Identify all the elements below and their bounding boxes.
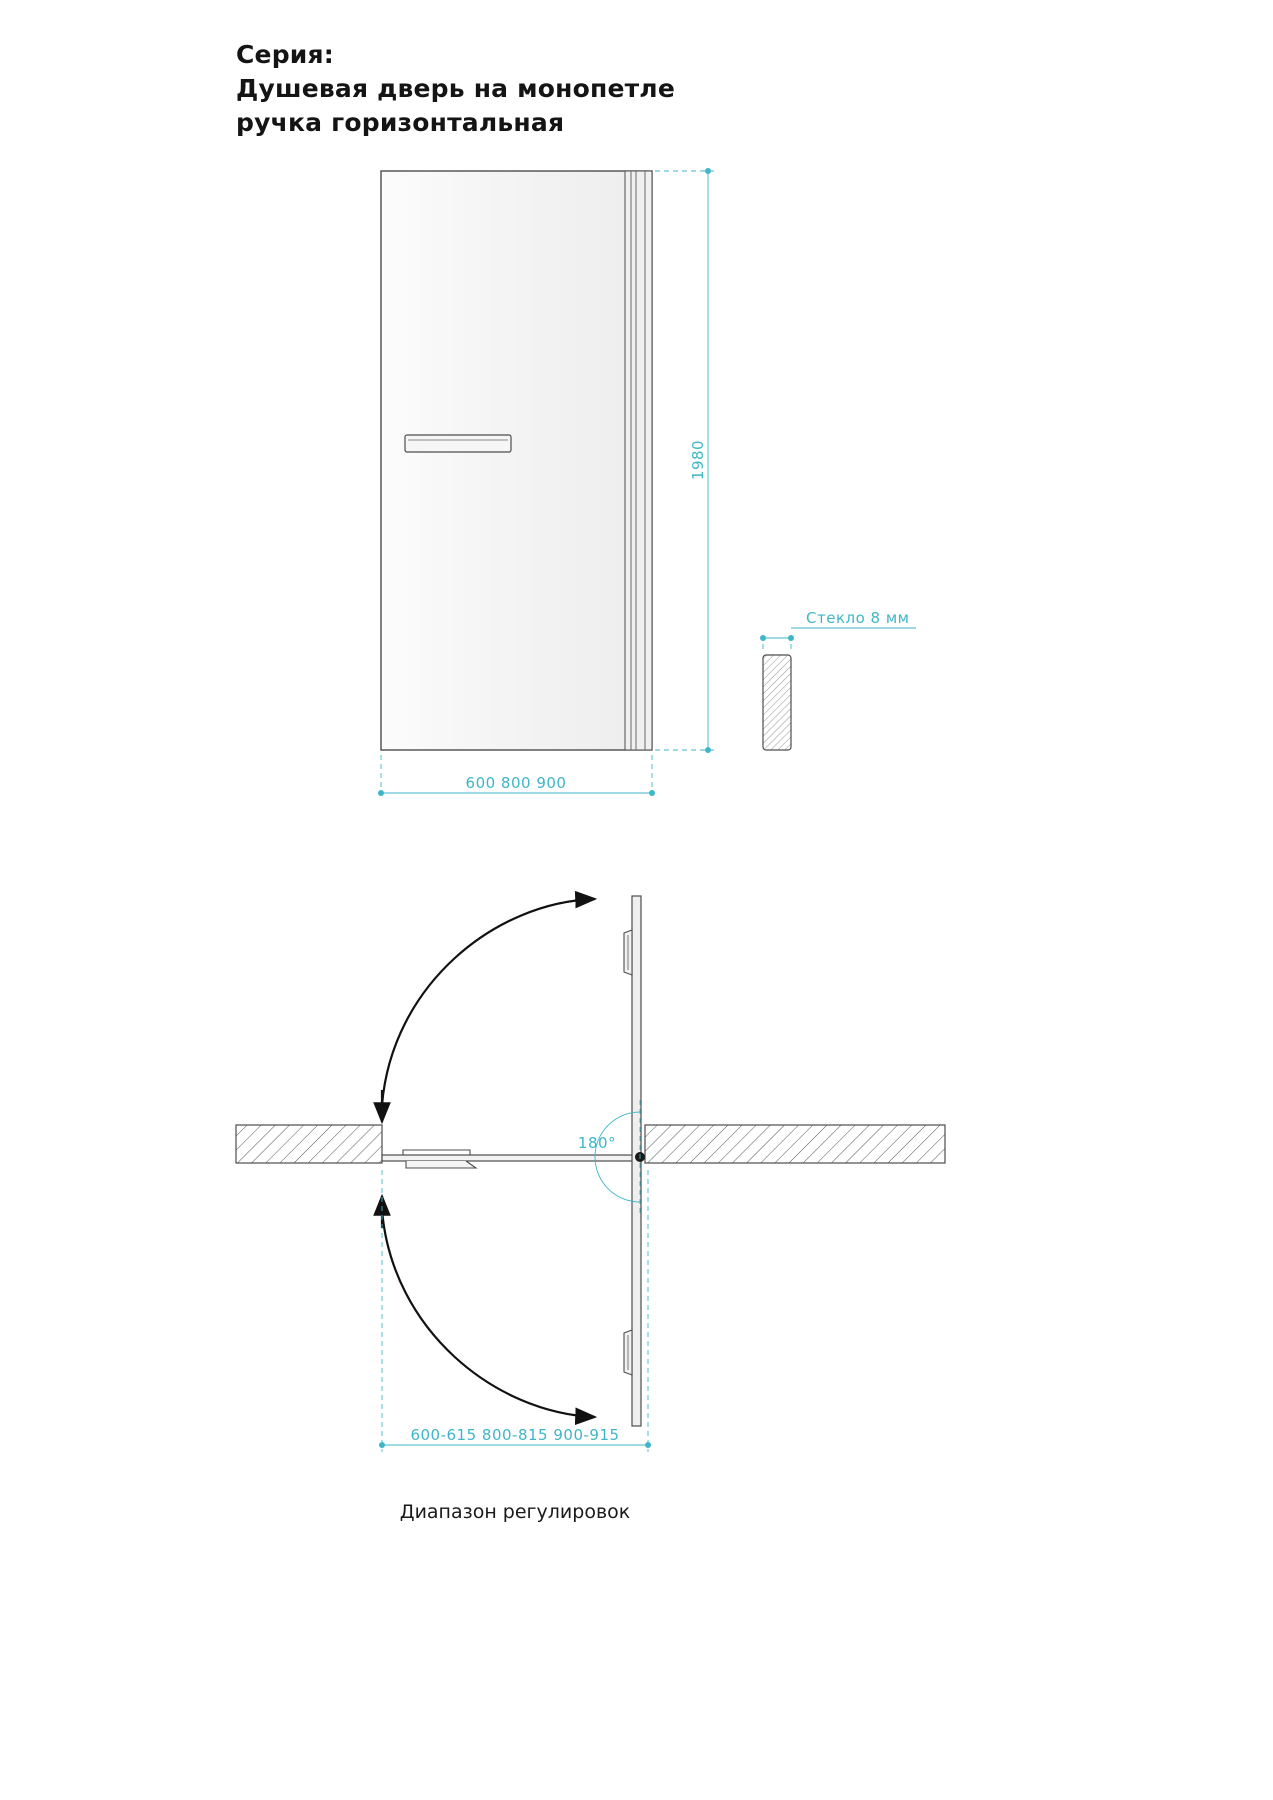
door-glass-panel [381,171,652,750]
range-dot-right [645,1442,651,1448]
front-elevation-group [378,168,716,800]
height-dimension-label: 1980 [689,439,707,481]
dim-dot-top [705,168,711,174]
dim-dot-bottom [705,747,711,753]
glass-section [763,655,791,750]
plan-caption: Диапазон регулировок [399,1501,631,1523]
glass-thickness-label: Стекло 8 мм [806,609,910,627]
glass-dim-dot-left [760,635,766,641]
wall-left [236,1125,382,1163]
glass-section-group [760,609,916,750]
title-line-3: ручка горизонтальная [236,108,565,137]
range-dot-left [379,1442,385,1448]
swing-arc-up [382,899,595,1105]
hinge-profile [625,171,652,750]
range-label: 600-615 800-815 900-915 [410,1426,620,1444]
angle-label: 180° [577,1134,617,1152]
swing-arc-down [382,1210,595,1417]
glass-dim-dot-right [788,635,794,641]
handle-plan [403,1150,470,1155]
door-leaf-plan [382,1155,640,1161]
dim-dot-right [649,790,655,796]
title-line-1: Серия: [236,40,334,69]
handle-plan-bracket [406,1161,476,1168]
wall-right [645,1125,945,1163]
dim-dot-left [378,790,384,796]
title-line-2: Душевая дверь на монопетле [236,74,675,103]
plan-view-group [236,896,945,1523]
width-dimension-label: 600 800 900 [465,774,567,792]
door-handle [405,435,511,452]
